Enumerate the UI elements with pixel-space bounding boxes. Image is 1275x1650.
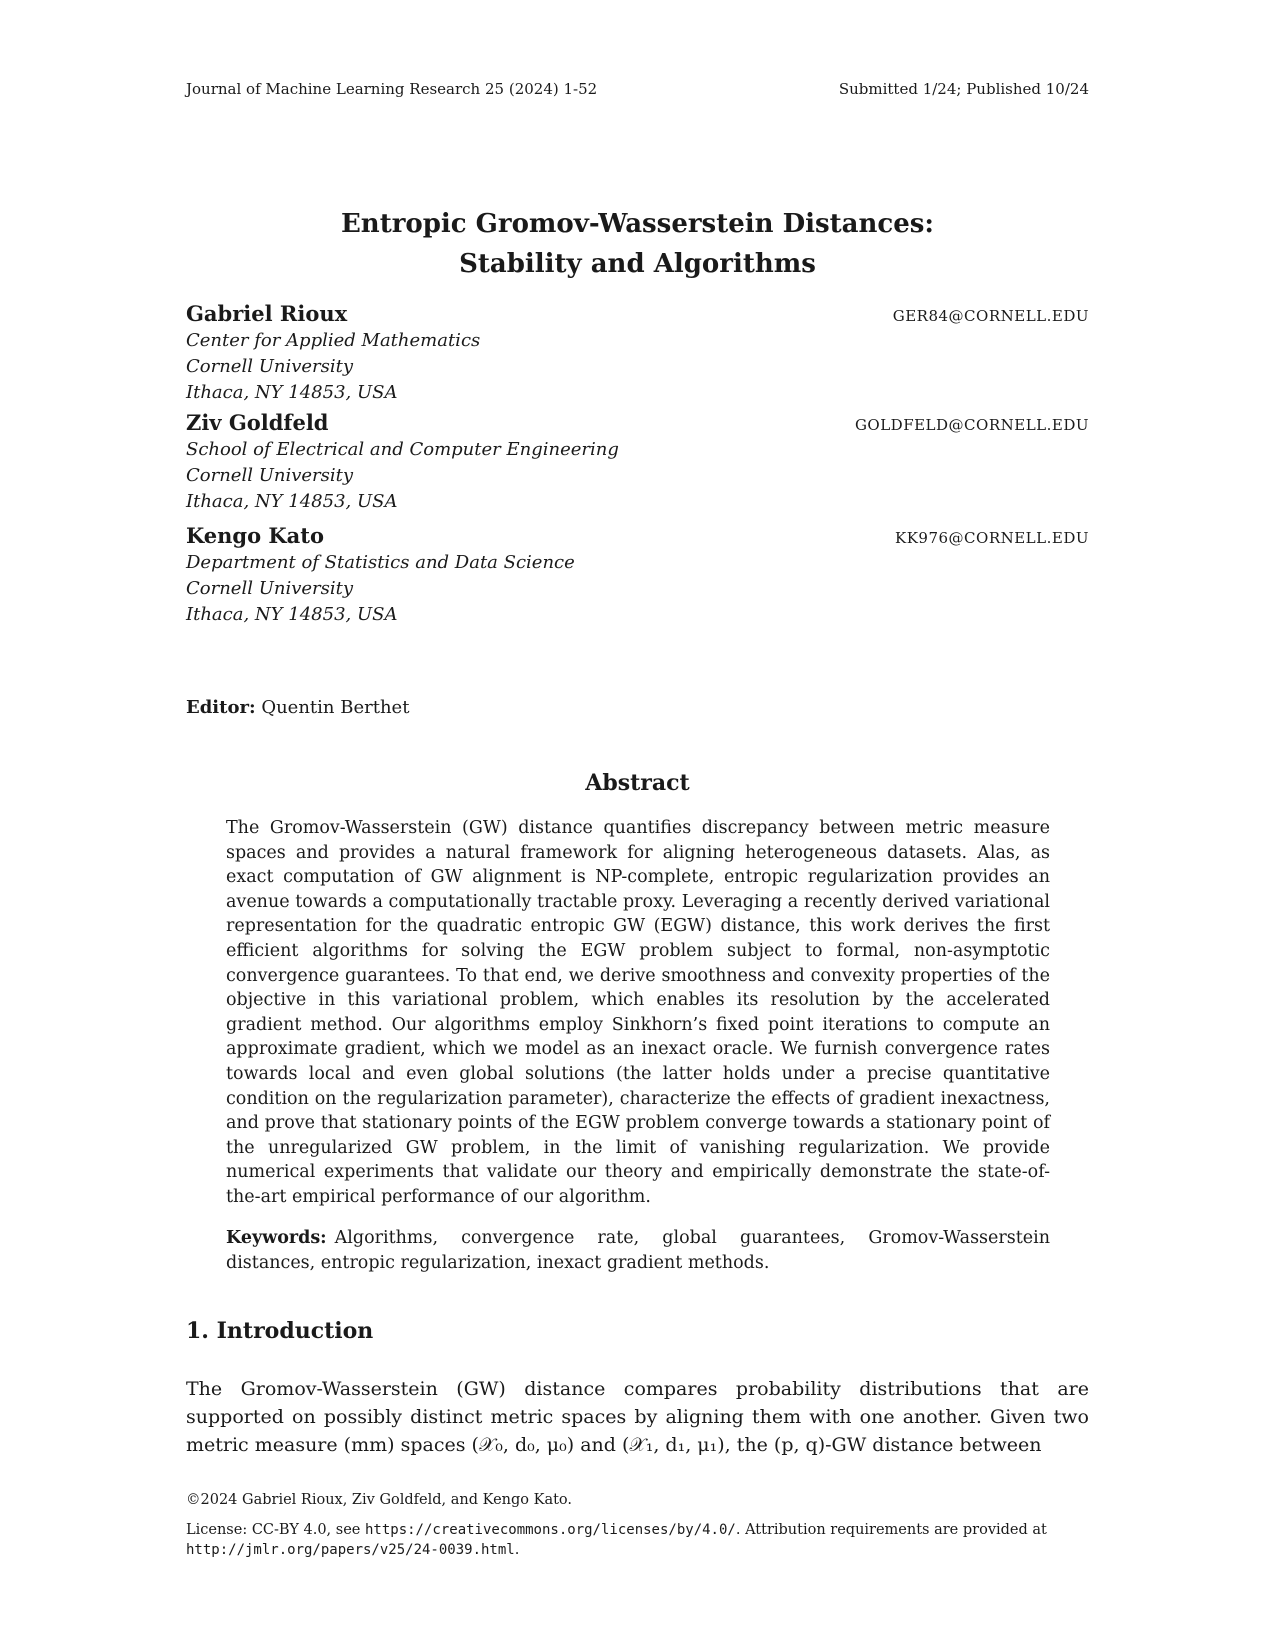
author-block bbox=[186, 409, 1089, 515]
author-address: Ithaca, NY 14853, USA bbox=[186, 382, 398, 403]
keywords-label: Keywords: bbox=[226, 1228, 327, 1248]
author-name: Kengo Kato bbox=[186, 523, 324, 548]
keywords bbox=[226, 1226, 1050, 1275]
author-department: Department of Statistics and Data Science bbox=[186, 552, 575, 573]
author-name: Ziv Goldfeld bbox=[186, 410, 329, 435]
author-university: Cornell University bbox=[186, 578, 354, 599]
license-text: License: CC-BY 4.0, see bbox=[186, 1522, 365, 1538]
abstract-text: The Gromov-Wasserstein (GW) distance quantifies discrepancy between metric measure spaces and provides a natural framework for aligning heterogeneous datasets. Alas, as exact computation of GW alignment is NP-complete, entropic regularization provides an avenue towards a computationally tractable proxy. Leveraging a recently derived variational representation for the quadratic entropic GW (EGW) distance, this work derives the first efficient algorithms for solving the EGW problem subject to formal, non-asymptotic convergence guarantees. To that end, we derive smoothness and convexity properties of the objective in this variational problem, which enables its resolution by the accelerated gradient method. Our algorithms employ Sinkhorn’s fixed point iterations to compute an approximate gradient, which we model as an inexact oracle. We furnish convergence rates towards local and even global solutions (the latter holds under a precise quantitative condition on the regularization parameter), characterize the effects of gradient inexactness, and prove that stationary points of the EGW problem converge towards a stationary point of the unregularized GW problem, in the limit of vanishing regularization. We provide numerical experiments that validate our theory and empirically demonstrate the state-of-the-art empirical performance of our algorithm. bbox=[226, 818, 1050, 1207]
copyright-notice: ©2024 Gabriel Rioux, Ziv Goldfeld, and Kengo Kato. bbox=[186, 1492, 573, 1508]
author-university: Cornell University bbox=[186, 356, 354, 377]
paper-title bbox=[0, 204, 1275, 284]
author-university: Cornell University bbox=[186, 465, 354, 486]
running-header bbox=[186, 80, 1089, 98]
editor-line bbox=[186, 697, 409, 718]
license-text: . Attribution requirements are provided at bbox=[735, 1522, 1047, 1538]
license-notice bbox=[186, 1520, 1089, 1560]
author-email: GOLDFELD@CORNELL.EDU bbox=[854, 416, 1089, 434]
title-line-2: Stability and Algorithms bbox=[459, 249, 816, 279]
keywords-text: Algorithms, convergence rate, global guarantees, Gromov-Wasserstein distances, entropic regularization, inexact gradient methods. bbox=[226, 1228, 1050, 1273]
author-block bbox=[186, 300, 1089, 406]
abstract-heading: Abstract bbox=[585, 770, 690, 796]
author-email: KK976@CORNELL.EDU bbox=[895, 529, 1089, 547]
editor-name: Quentin Berthet bbox=[261, 697, 410, 718]
author-address: Ithaca, NY 14853, USA bbox=[186, 604, 398, 625]
author-department: School of Electrical and Computer Engineering bbox=[186, 439, 619, 460]
author-email: GER84@CORNELL.EDU bbox=[892, 307, 1089, 325]
license-link[interactable]: https://creativecommons.org/licenses/by/4.0/ bbox=[364, 1522, 736, 1538]
paper-link[interactable]: http://jmlr.org/papers/v25/24-0039.html bbox=[186, 1542, 515, 1558]
author-address: Ithaca, NY 14853, USA bbox=[186, 491, 398, 512]
author-department: Center for Applied Mathematics bbox=[186, 330, 481, 351]
editor-label: Editor: bbox=[186, 697, 256, 718]
submission-dates: Submitted 1/24; Published 10/24 bbox=[838, 80, 1089, 98]
title-line-1: Entropic Gromov-Wasserstein Distances: bbox=[340, 209, 935, 239]
journal-citation: Journal of Machine Learning Research 25 (2024) 1-52 bbox=[186, 80, 598, 98]
author-name: Gabriel Rioux bbox=[186, 301, 348, 326]
license-text: . bbox=[514, 1542, 520, 1558]
author-block bbox=[186, 522, 1089, 628]
section-heading: 1. Introduction bbox=[186, 1318, 374, 1344]
intro-paragraph: The Gromov-Wasserstein (GW) distance compares probability distributions that are supported on possibly distinct metric spaces by aligning them with one another. Given two metric measure (mm) spaces (𝒳₀, d₀, μ₀) and (𝒳₁, d₁, μ₁), the (p, q)-GW distance between bbox=[186, 1378, 1089, 1456]
